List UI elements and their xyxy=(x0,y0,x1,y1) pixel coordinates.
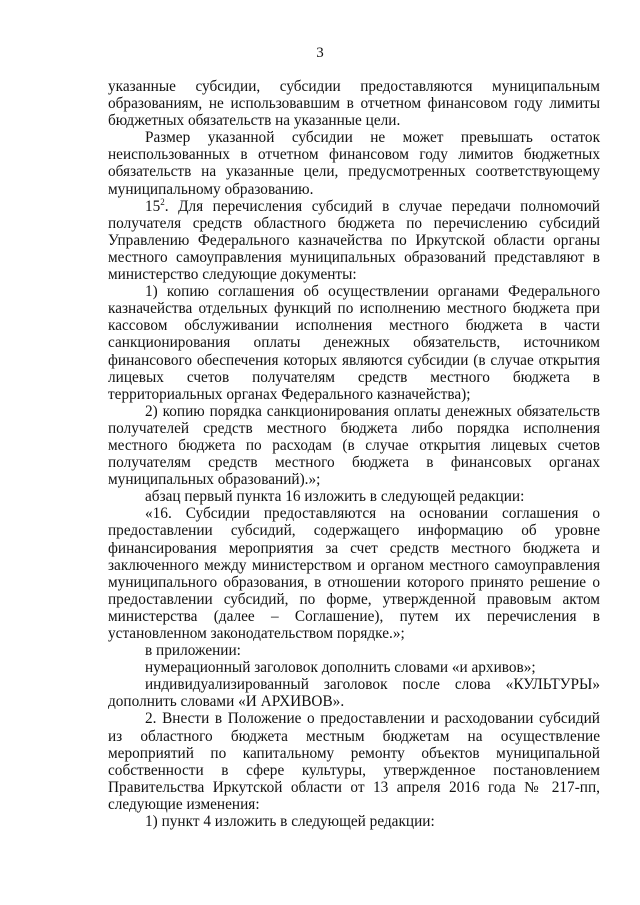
paragraph-subsidy-size: Размер указанной субсидии не может превышать остаток неиспользованных в отчетном финансовом году лимитов бюджетных обязательств на указанные цели, предусмотренных соответствующему муниципальному образованию. xyxy=(108,129,600,198)
clause-number: 15 xyxy=(145,197,161,215)
paragraph-individual-heading: индивидуализированный заголовок после слова «КУЛЬТУРЫ» дополнить словами «И АРХИВОВ». xyxy=(108,676,600,711)
paragraph-amend-point-16: абзац первый пункта 16 изложить в следующей редакции: xyxy=(145,488,525,506)
paragraph-section-2-regulation: 2. Внести в Положение о предоставлении и расходовании субсидий из областного бюджета местным бюджетам на осуществление мероприятий по капитальному ремонту объектов муниципальной собственности в сфере культуры, утвержденное постановлением Правительства Иркутской области от 13 апреля 2016 года № 217-пп, следующие изменения: xyxy=(108,710,600,813)
page-number: 3 xyxy=(316,45,324,61)
paragraph-point-16-new-text: «16. Субсидии предоставляются на основании соглашения о предоставлении субсидий, содержащего информацию об уровне финансирования мероприятия за счет средств местного бюджета и заключенного между министерством и органом местного самоуправления муниципального образования, в отношении которого принято решение о предоставлении субсидий, по форме, утвержденной правовым актом министерства (далее – Соглашение), путем их перечисления в установленном законодательством порядке.»; xyxy=(108,505,600,642)
clause-number-superscript: 2 xyxy=(160,196,165,207)
paragraph-in-appendix: в приложении: xyxy=(145,642,241,660)
paragraph-subsidies-continuation: указанные субсидии, субсидии предоставляются муниципальным образованиям, не использовавшим в отчетном финансовом году лимиты бюджетных обязательств на указанные цели. xyxy=(108,78,600,130)
document-body xyxy=(108,78,600,830)
paragraph-item-2-procedure-copy: 2) копию порядка санкционирования оплаты денежных обязательств получателей средств местного бюджета либо порядка исполнения местного бюджета по расходам (в случае открытия лицевых счетов получателям средств местного бюджета в финансовых органах муниципальных образований).»; xyxy=(108,402,600,489)
paragraph-15-2 xyxy=(108,198,600,283)
clause-text: . Для перечисления субсидий в случае передачи полномочий получателя средств областного бюджета по перечислению субсидий Управлению Федерального казначейства по Иркутской области органы местного самоуправления муниципальных образований представляют в министерство следующие документы: xyxy=(108,197,600,284)
paragraph-numbering-heading: нумерационный заголовок дополнить словами «и архивов»; xyxy=(145,659,536,677)
paragraph-point-4-amend: 1) пункт 4 изложить в следующей редакции: xyxy=(145,813,435,831)
paragraph-item-1-agreement-copy: 1) копию соглашения об осуществлении органами Федерального казначейства отдельных функций по исполнению местного бюджета при кассовом обслуживании исполнения местного бюджета в части санкционирования оплаты денежных обязательств, источником финансового обеспечения которых являются субсидии (в случае открытия лицевых счетов получателям средств местного бюджета в территориальных органах Федерального казначейства); xyxy=(108,283,600,403)
